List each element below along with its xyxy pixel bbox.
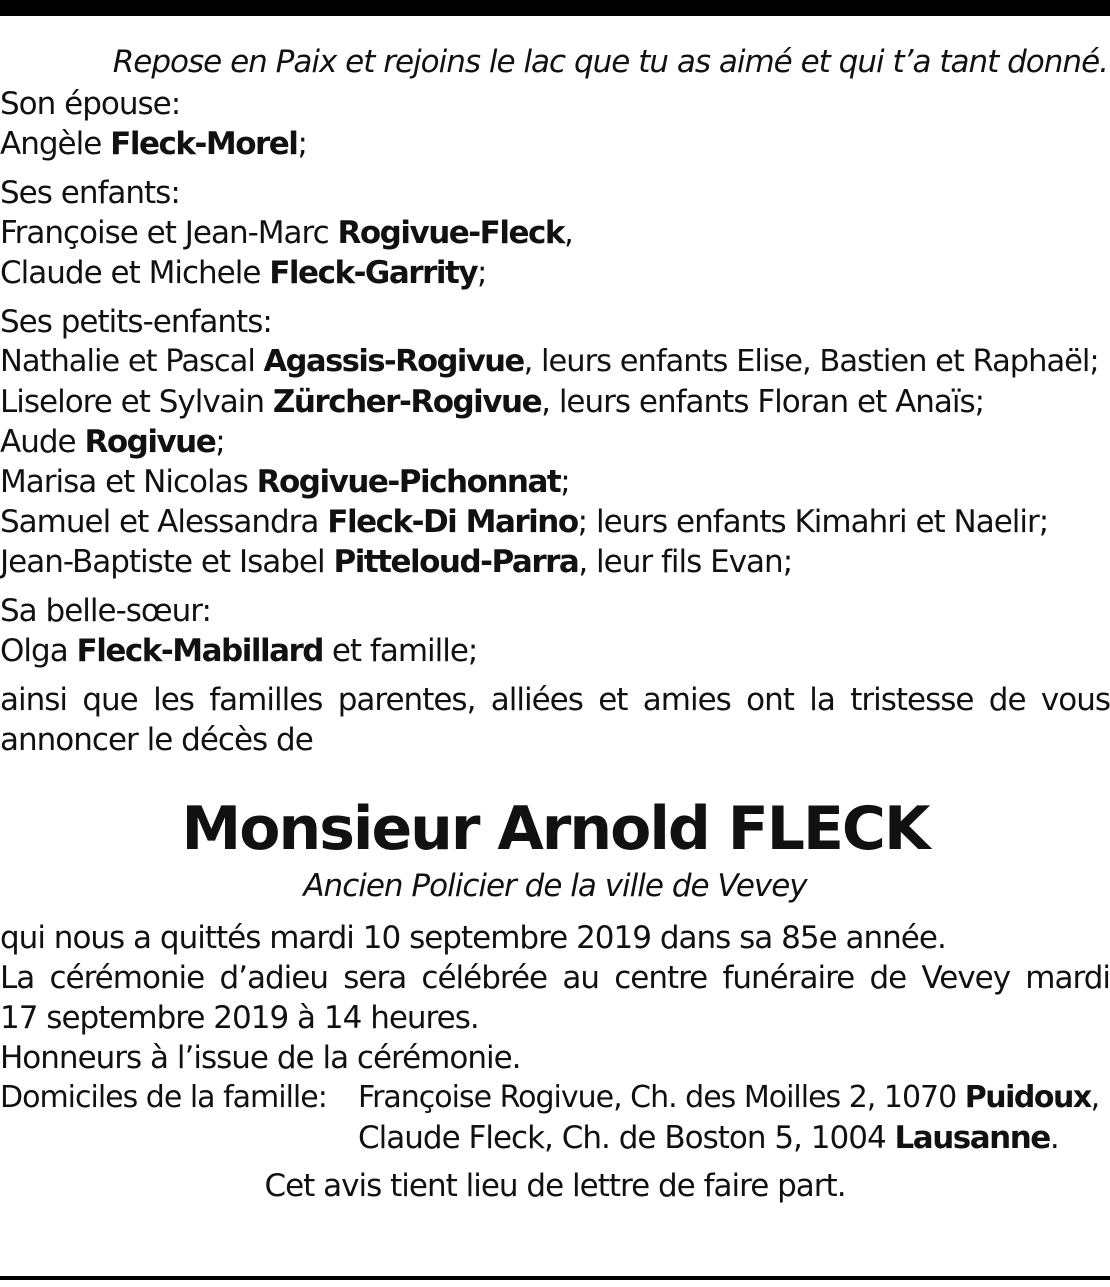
family-entry: Liselore et Sylvain Zürcher-Rogivue, leurs enfants Floran et Anaïs; xyxy=(0,384,985,420)
obituary-notice xyxy=(0,16,1110,1206)
epigraph: Repose en Paix et rejoins le lac que tu as aimé et qui t’a tant donné. xyxy=(112,44,1108,80)
home-city: Puidoux xyxy=(964,1080,1091,1115)
family-name: Rogivue-Fleck xyxy=(337,215,564,251)
family-entry: Nathalie et Pascal Agassis-Rogivue, leurs enfants Elise, Bastien et Raphaël; xyxy=(0,344,1099,379)
wife-section xyxy=(0,84,1110,164)
family-entry: Marisa et Nicolas Rogivue-Pichonnat; xyxy=(0,464,570,500)
details-line: qui nous a quittés mardi 10 septembre 2019 dans sa 85e année. xyxy=(0,920,946,956)
details-line: La cérémonie d’adieu sera célébrée au centre funéraire de Vevey mardi xyxy=(0,960,1110,996)
home-address: Françoise Rogivue, Ch. des Moilles 2, 1070 Puidoux, xyxy=(358,1080,1100,1115)
grandchildren-heading: Ses petits-enfants: xyxy=(0,304,272,340)
family-entry: Angèle Fleck-Morel; xyxy=(0,126,307,162)
announcement xyxy=(0,680,1110,760)
grandchildren-section xyxy=(0,302,1110,582)
children-heading: Ses enfants: xyxy=(0,175,180,211)
sister-in-law-heading: Sa belle-sœur: xyxy=(0,593,211,629)
children-section xyxy=(0,173,1110,293)
sister-in-law-section xyxy=(0,591,1110,671)
home-row xyxy=(0,1078,1110,1118)
family-name: Fleck-Mabillard xyxy=(76,633,323,669)
details-line: Honneurs à l’issue de la cérémonie. xyxy=(0,1040,521,1076)
top-rule xyxy=(0,0,1110,16)
home-address: Claude Fleck, Ch. de Boston 5, 1004 Lausanne. xyxy=(358,1120,1059,1156)
deceased-title: Ancien Policier de la ville de Vevey xyxy=(303,868,807,904)
deceased-name: Monsieur Arnold FLECK xyxy=(181,794,929,864)
family-name: Fleck-Di Marino xyxy=(327,504,578,540)
family-name: Agassis-Rogivue xyxy=(263,344,524,379)
family-name: Zürcher-Rogivue xyxy=(272,384,542,420)
family-name: Rogivue-Pichonnat xyxy=(256,464,561,500)
home-row xyxy=(0,1118,1110,1158)
announcement-line: annoncer le décès de xyxy=(0,722,313,758)
home-city: Lausanne xyxy=(894,1120,1050,1156)
family-entry: Samuel et Alessandra Fleck-Di Marino; leurs enfants Kimahri et Naelir; xyxy=(0,504,1049,540)
bottom-rule xyxy=(0,1276,1110,1280)
wife-heading: Son épouse: xyxy=(0,86,181,122)
family-name: Fleck-Garrity xyxy=(269,255,478,291)
details-line: 17 septembre 2019 à 14 heures. xyxy=(0,1000,479,1036)
family-entry: Françoise et Jean-Marc Rogivue-Fleck, xyxy=(0,215,573,251)
family-homes xyxy=(0,1078,1110,1158)
family-entry: Olga Fleck-Mabillard et famille; xyxy=(0,633,478,669)
homes-label: Domiciles de la famille: xyxy=(0,1080,327,1115)
details xyxy=(0,918,1110,1078)
announcement-line: ainsi que les familles parentes, alliées et amies ont la tristesse de vous xyxy=(0,682,1110,718)
closing-note: Cet avis tient lieu de lettre de faire part. xyxy=(264,1168,846,1204)
family-entry: Jean-Baptiste et Isabel Pitteloud-Parra, leur fils Evan; xyxy=(0,544,793,580)
family-name: Pitteloud-Parra xyxy=(333,544,579,580)
family-entry: Aude Rogivue; xyxy=(0,424,225,460)
family-entry: Claude et Michele Fleck-Garrity; xyxy=(0,255,487,291)
family-name: Rogivue xyxy=(84,424,216,460)
family-name: Fleck-Morel xyxy=(110,126,298,162)
